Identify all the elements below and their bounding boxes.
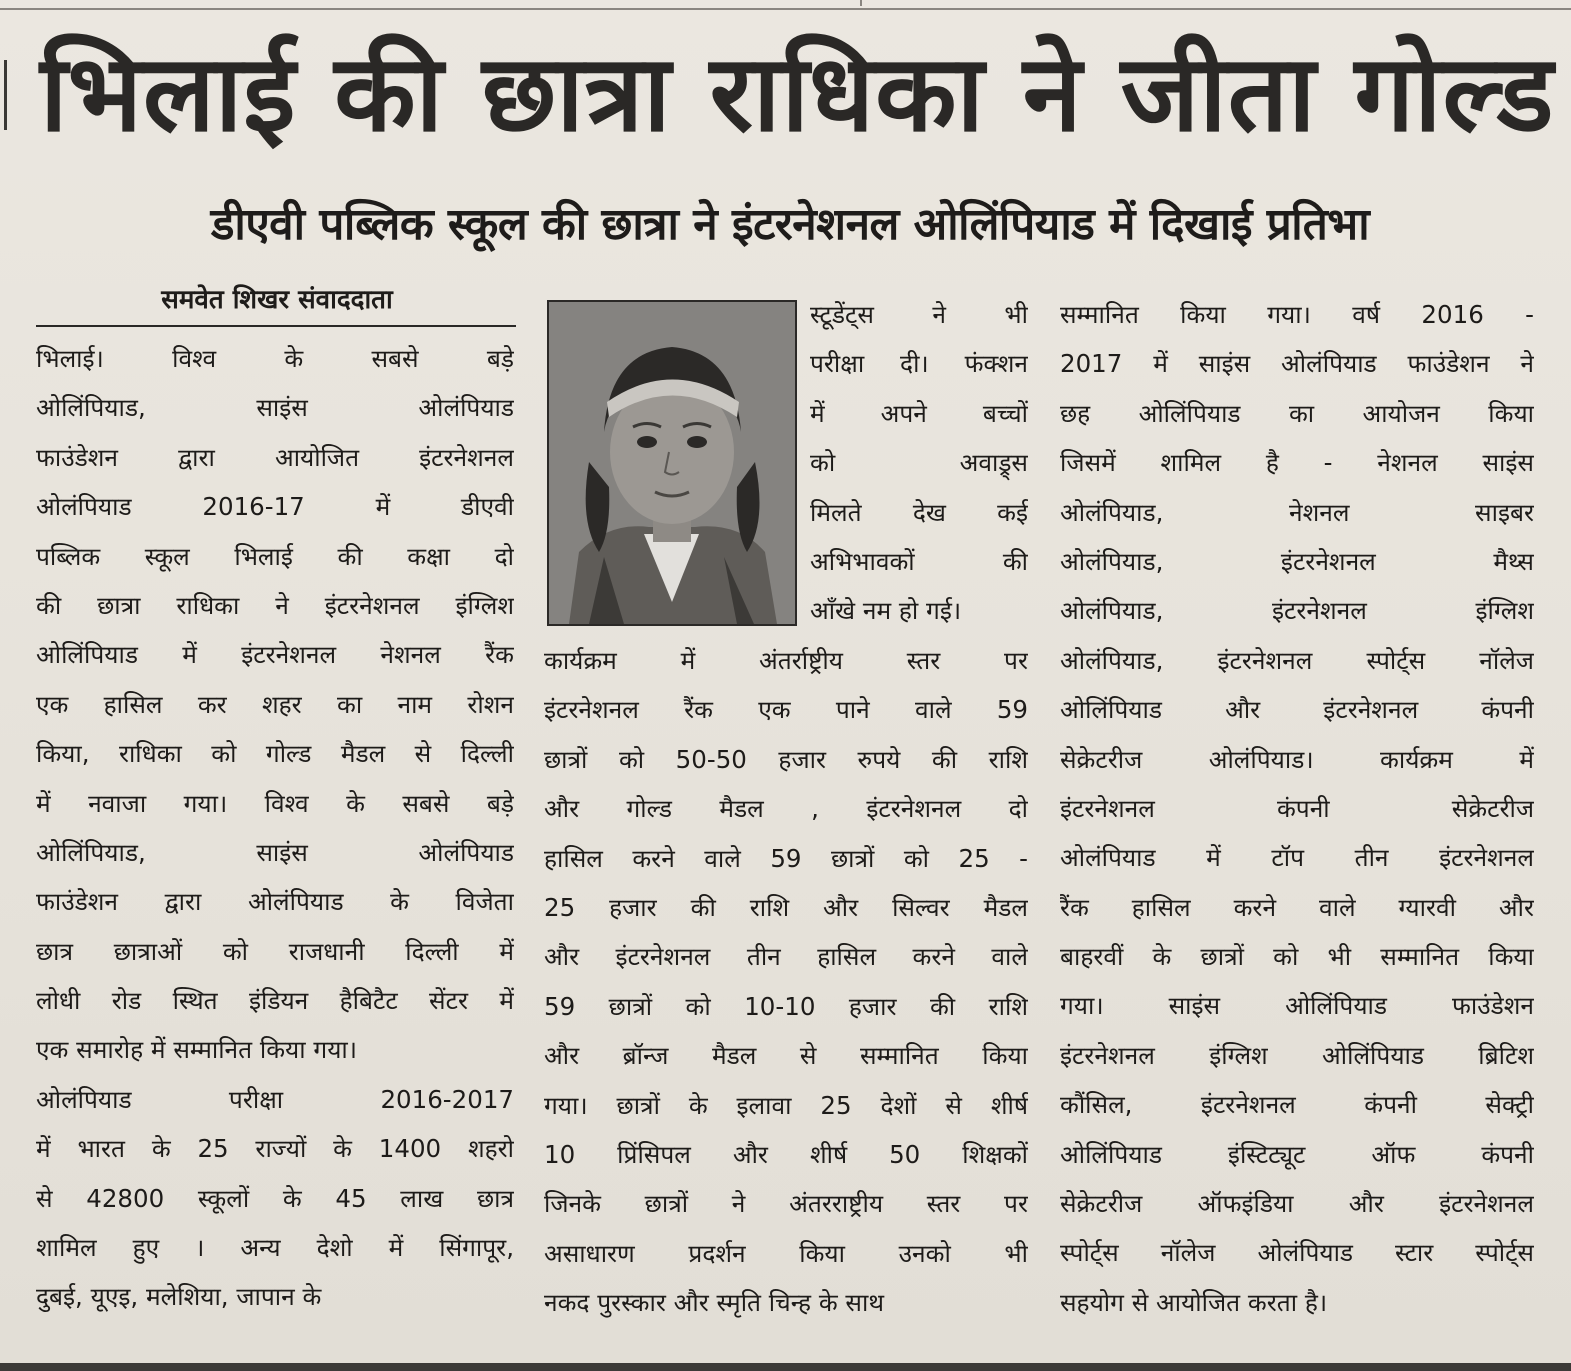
text-line: सेक्रेटरीज ऑफइंडिया और इंटरनेशनल <box>1060 1189 1534 1219</box>
text-line: दुबई, यूएइ, मलेशिया, जापान के <box>36 1282 322 1312</box>
text-line: ओलंपियाड, नेशनल साइबर <box>1060 497 1534 527</box>
text-line: कौंसिल, इंटरनेशनल कंपनी सेक्ट्री <box>1060 1090 1534 1120</box>
bottom-border-rule <box>0 1363 1571 1371</box>
text-line: कार्यक्रम में अंतर्राष्ट्रीय स्तर पर <box>544 646 1028 675</box>
text-line: से 42800 स्कूलों के 45 लाख छात्र <box>36 1183 514 1213</box>
text-column-3 <box>1060 290 1534 1327</box>
text-line: में अपने बच्चों <box>810 398 1028 428</box>
text-column-2-bottom <box>544 636 1028 1327</box>
text-line: और इंटरनेशनल तीन हासिल करने वाले <box>544 942 1028 972</box>
text-line: ओलिंपियाड, साइंस ओलंपियाड <box>36 393 514 423</box>
article-headline: भिलाई की छात्रा राधिका ने जीता गोल्ड <box>40 32 1555 155</box>
text-line: 59 छात्रों को 10-10 हजार की राशि <box>544 991 1028 1021</box>
text-line: गया। साइंस ओलिंपियाड फाउंडेशन <box>1060 991 1534 1021</box>
text-line: इंटरनेशनल इंग्लिश ओलिंपियाड ब्रिटिश <box>1060 1040 1534 1070</box>
text-line: असाधारण प्रदर्शन किया उनको भी <box>544 1238 1028 1268</box>
text-line: ओलिंपियाड में इंटरनेशनल नेशनल रैंक <box>36 640 514 670</box>
text-line: ओलिंपियाड इंस्टिट्यूट ऑफ कंपनी <box>1060 1139 1534 1169</box>
text-line: आँखे नम हो गई। <box>810 596 962 626</box>
text-line: शामिल हुए । अन्य देशो में सिंगापूर, <box>36 1233 514 1263</box>
text-line: बाहरवीं के छात्रों को भी सम्मानित किया <box>1060 942 1534 972</box>
text-line: मिलते देख कई <box>810 497 1028 527</box>
text-line: ओलंपियाड 2016-17 में डीएवी <box>36 492 514 522</box>
text-line: गया। छात्रों के इलावा 25 देशों से शीर्ष <box>544 1090 1028 1120</box>
text-line: में भारत के 25 राज्यों के 1400 शहरो <box>36 1134 514 1164</box>
text-line: हासिल करने वाले 59 छात्रों को 25 - <box>544 843 1028 873</box>
left-border-rule <box>4 60 7 130</box>
text-line: छात्रों को 50-50 हजार रुपये की राशि <box>544 744 1028 774</box>
text-line: इंटरनेशनल रैंक एक पाने वाले 59 <box>544 695 1028 725</box>
text-line: छह ओलिंपियाड का आयोजन किया <box>1060 398 1534 428</box>
text-line: 10 प्रिंसिपल और शीर्ष 50 शिक्षकों <box>544 1139 1028 1169</box>
text-line: एक समारोह में सम्मानित किया गया। <box>36 1035 358 1065</box>
text-line: सेक्रेटरीज ओलंपियाड। कार्यक्रम में <box>1060 744 1534 774</box>
text-line: छात्र छात्राओं को राजधानी दिल्ली में <box>36 936 514 966</box>
text-line: 25 हजार की राशि और सिल्वर मैडल <box>544 892 1028 922</box>
article-subheadline: डीएवी पब्लिक स्कूल की छात्रा ने इंटरनेशनल ओलिंपियाड में दिखाई प्रतिभा <box>210 199 1370 250</box>
text-line: इंटरनेशनल कंपनी सेक्रेटरीज <box>1060 793 1534 823</box>
text-line: ओलंपियाड, इंटरनेशनल इंग्लिश <box>1060 596 1534 626</box>
text-line: अभिभावकों की <box>810 546 1028 576</box>
text-line: जिनके छात्रों ने अंतरराष्ट्रीय स्तर पर <box>544 1189 1028 1219</box>
text-line: जिसमें शामिल है - नेशनल साइंस <box>1060 448 1534 478</box>
text-line: सम्मानित किया गया। वर्ष 2016 - <box>1060 300 1534 329</box>
text-line: ओलिंपियाड और इंटरनेशनल कंपनी <box>1060 695 1534 725</box>
text-line: ओलंपियाड में टॉप तीन इंटरनेशनल <box>1060 843 1534 873</box>
text-line: फाउंडेशन द्वारा आयोजित इंटरनेशनल <box>36 442 514 472</box>
text-column-2-top <box>810 290 1028 636</box>
text-line: रैंक हासिल करने वाले ग्यारवी और <box>1060 892 1534 922</box>
top-adjacent-column-edge <box>0 0 862 6</box>
text-line: ओलिंपियाड, साइंस ओलंपियाड <box>36 837 514 867</box>
byline: समवेत शिखर संवाददाता <box>161 285 393 315</box>
text-line: स्टूडेंट्स ने भी <box>810 300 1028 329</box>
text-line: ओलंपियाड, इंटरनेशनल मैथ्स <box>1060 546 1534 576</box>
text-line: सहयोग से आयोजित करता है। <box>1060 1287 1328 1317</box>
text-line: को अवाड्र्स <box>810 448 1028 478</box>
text-line: नकद पुरस्कार और स्मृति चिन्ह के साथ <box>544 1288 884 1318</box>
byline-underline <box>36 325 516 327</box>
text-line: परीक्षा दी। फंक्शन <box>810 349 1028 379</box>
text-line: और गोल्ड मैडल , इंटरनेशनल दो <box>544 794 1028 824</box>
text-line: ओलंपियाड, इंटरनेशनल स्पोर्ट्स नॉलेज <box>1060 645 1534 675</box>
text-line: भिलाई। विश्व के सबसे बड़े <box>36 344 514 373</box>
text-line: पब्लिक स्कूल भिलाई की कक्षा दो <box>36 541 514 571</box>
text-line: में नवाजा गया। विश्व के सबसे बड़े <box>36 788 514 818</box>
student-portrait-image <box>549 302 795 624</box>
text-line: स्पोर्ट्स नॉलेज ओलंपियाड स्टार स्पोर्ट्स <box>1060 1238 1534 1268</box>
text-line: किया, राधिका को गोल्ड मैडल से दिल्ली <box>36 739 514 769</box>
text-line: फाउंडेशन द्वारा ओलंपियाड के विजेता <box>36 887 514 917</box>
text-line: लोधी रोड स्थित इंडियन हैबिटैट सेंटर में <box>36 986 514 1016</box>
text-line: और ब्रॉन्ज मैडल से सम्मानित किया <box>544 1041 1028 1071</box>
text-column-1 <box>36 334 514 1322</box>
text-line: 2017 में साइंस ओलंपियाड फाउंडेशन ने <box>1060 349 1534 379</box>
text-line: की छात्रा राधिका ने इंटरनेशनल इंग्लिश <box>36 590 514 620</box>
text-line: ओलंपियाड परीक्षा 2016-2017 <box>36 1084 514 1114</box>
text-line: एक हासिल कर शहर का नाम रोशन <box>36 689 514 719</box>
student-photo <box>547 300 797 626</box>
